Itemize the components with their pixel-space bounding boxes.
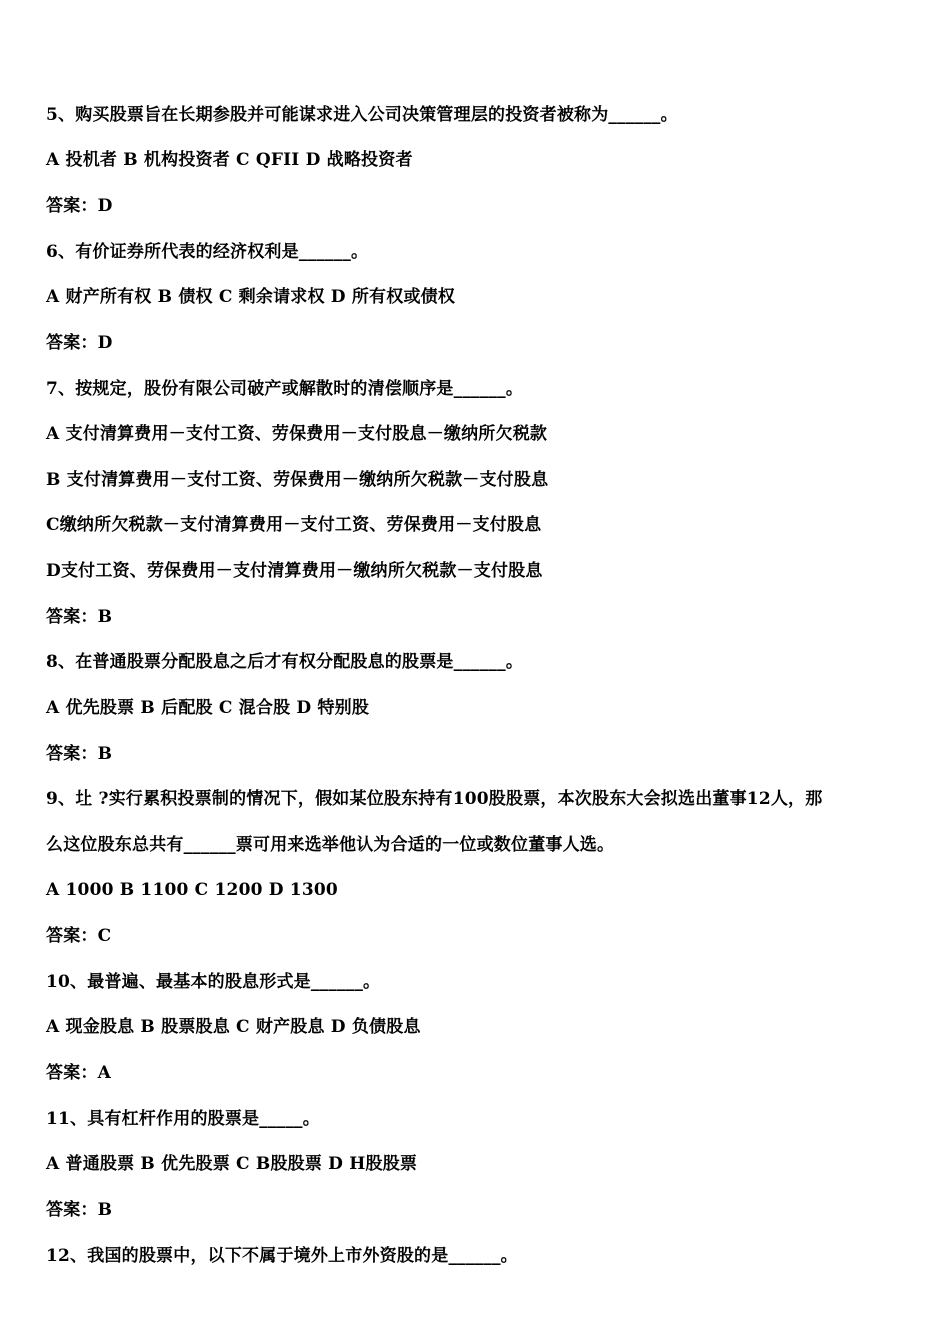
options-5: A 投机者 B 机构投资者 C QFII D 战略投资者 — [46, 150, 413, 170]
answer-7: 答案：B — [46, 607, 113, 627]
options-10: A 现金股息 B 股票股息 C 财产股息 D 负债股息 — [46, 1017, 421, 1037]
answer-9: 答案：C — [46, 926, 112, 946]
options-6: A 财产所有权 B 债权 C 剩余请求权 D 所有权或债权 — [46, 287, 456, 307]
option-7d: D支付工资、劳保费用－支付清算费用－缴纳所欠税款－支付股息 — [46, 561, 543, 581]
question-10: 10、最普遍、最基本的股息形式是______。 — [46, 972, 381, 992]
answer-5: 答案：D — [46, 196, 113, 216]
answer-11: 答案：B — [46, 1200, 113, 1220]
options-9: A 1000 B 1100 C 1200 D 1300 — [46, 880, 338, 900]
option-7a: A 支付清算费用－支付工资、劳保费用－支付股息－缴纳所欠税款 — [46, 424, 548, 444]
question-8: 8、在普通股票分配股息之后才有权分配股息的股票是______。 — [46, 652, 524, 672]
answer-8: 答案：B — [46, 744, 113, 764]
options-8: A 优先股票 B 后配股 C 混合股 D 特别股 — [46, 698, 370, 718]
question-5: 5、购买股票旨在长期参股并可能谋求进入公司决策管理层的投资者被称为______。 — [46, 105, 678, 125]
answer-6: 答案：D — [46, 333, 113, 353]
question-9-line-2: 么这位股东总共有______票可用来选举他认为合适的一位或数位董事人选。 — [46, 835, 615, 855]
answer-10: 答案：A — [46, 1063, 111, 1083]
question-6: 6、有价证券所代表的经济权利是______。 — [46, 242, 369, 262]
question-9-line-1: 9、圵 ?实行累积投票制的情况下，假如某位股东持有100股股票，本次股东大会拟选出董事12人，那 — [46, 789, 823, 809]
question-7: 7、按规定，股份有限公司破产或解散时的清偿顺序是______。 — [46, 379, 524, 399]
options-11: A 普通股票 B 优先股票 C B股股票 D H股股票 — [46, 1154, 418, 1174]
option-7b: B 支付清算费用－支付工资、劳保费用－缴纳所欠税款－支付股息 — [46, 470, 549, 490]
question-12: 12、我国的股票中，以下不属于境外上市外资股的是______。 — [46, 1246, 518, 1266]
question-11: 11、具有杠杆作用的股票是_____。 — [46, 1109, 320, 1129]
option-7c: C缴纳所欠税款－支付清算费用－支付工资、劳保费用－支付股息 — [46, 515, 542, 535]
